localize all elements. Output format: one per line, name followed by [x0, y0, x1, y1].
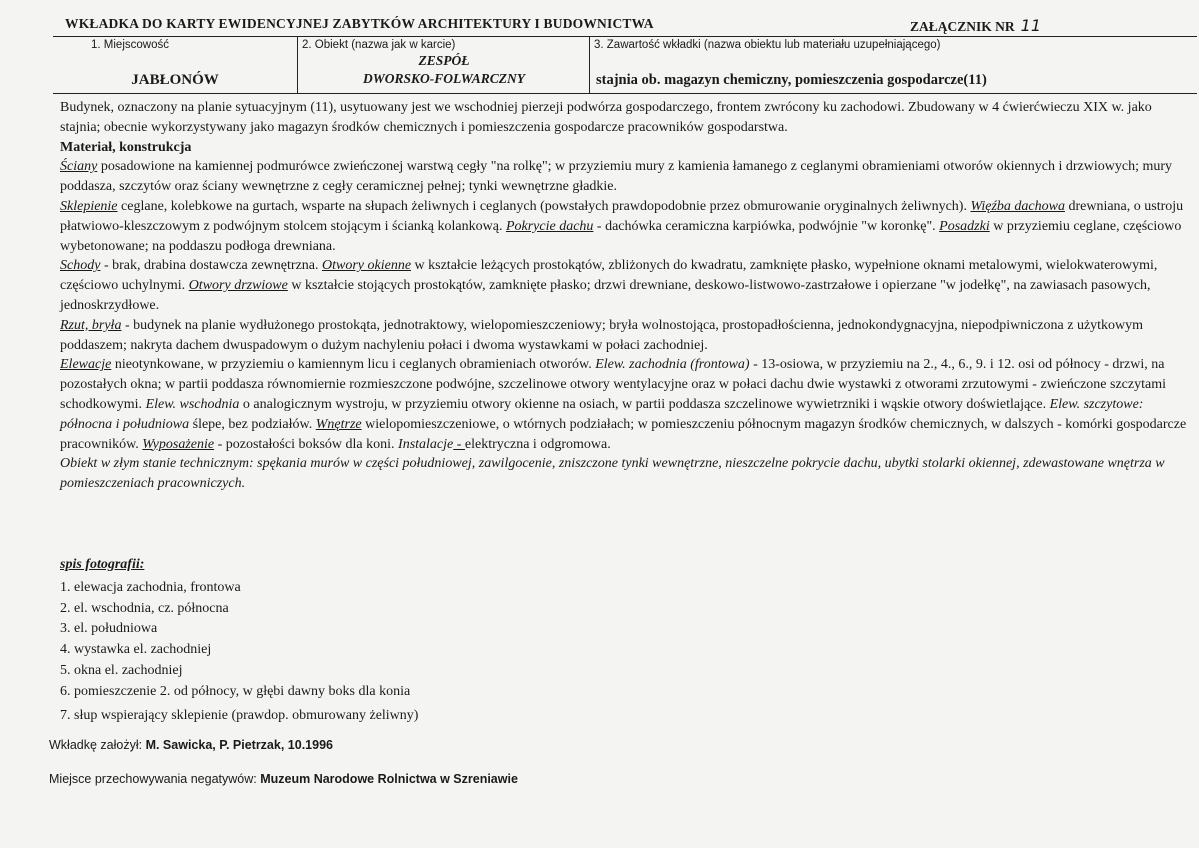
equipment-term: Wyposażenie	[142, 436, 215, 452]
storage-value: Muzeum Narodowe Rolnictwa w Szreniawie	[260, 772, 518, 786]
plan-term: Rzut, bryła	[60, 317, 122, 333]
floor-term: Posadzki	[939, 218, 990, 234]
description	[60, 98, 1190, 494]
openings-paragraph: Schody - brak, drabina dostawcza zewnętrzna. Otwory okienne w kształcie leżących prostokątów, zbliżonych do kwadratu, zamknięte płasko, wypełnione oknami metalowymi, wielokwaterowymi, częściowo uchylnymi. Otwory drzwiowe w kształcie stojących prostokątów, zamknięte płasko; drzwi drewniane, deskowo-listwowo-zastrzałowe i opierzane "w jodełkę", na zawiasach pasowych, jednoskrzydłowe.	[60, 258, 1158, 313]
windows-term: Otwory okienne	[322, 258, 412, 274]
place-label: 1. Miejscowość	[91, 39, 169, 51]
cover-term: Pokrycie dachu	[505, 218, 594, 234]
stairs-term: Schody	[60, 258, 101, 274]
material-heading: Materiał, konstrukcja	[60, 139, 192, 155]
storage-line	[49, 772, 518, 786]
interior-term: Wnętrze	[315, 416, 362, 432]
content-label: 3. Zawartość wkładki (nazwa obiektu lub materiału uzupełniającego)	[594, 39, 941, 51]
roof-term: Więźba dachowa	[970, 198, 1065, 214]
elevations-term: Elewacje	[60, 357, 112, 373]
list-item: 6. pomieszczenie 2. od północy, w głębi dawny boks dla konia	[60, 683, 411, 699]
list-item: 2. el. wschodnia, cz. północna	[60, 600, 229, 616]
doors-term: Otwory drzwiowe	[188, 278, 288, 294]
list-item: 1. elewacja zachodnia, frontowa	[60, 580, 241, 595]
list-item: 4. wystawka el. zachodniej	[60, 642, 212, 658]
elevations-paragraph: Elewacje nieotynkowane, w przyziemiu o kamiennym licu i ceglanych obramieniach otworów. Elew. zachodnia (frontowa) - 13-osiowa, w przyziemiu na 2., 4., 6., 9. i 12. osi od północy - drzwi, na pozostałych okna; w partii poddasza równomiernie rozmieszczone podwójne, szczelinowe otwory wentylacyjne oraz w połaci dachu dwie wystawki z otworami zrzutowymi - zwieńczone szczytami schodkowymi. Elew. wschodnia o analogicznym wystroju, w przyziemiu otwory okienne na osiach, w partii poddasza szczelinowe wywietrzniki i wąskie otwory doświetlające. Elew. szczytowe: północna i południowa ślepe, bez podziałów. Wnętrze wielopomieszczeniowe, o wtórnych podziałach; w pomieszczeniu północnym magazyn środków chemicznych, w dalszych - komórki gospodarcze pracowników. Wyposażenie - pozostałości boksów dla koni. Instalacje - elektryczna i odgromowa.	[60, 357, 1187, 452]
card-header	[53, 12, 1193, 38]
place-cell	[53, 37, 297, 93]
object-cell	[297, 37, 590, 93]
storage-label: Miejsce przechowywania negatywów:	[49, 772, 257, 786]
plan-paragraph: Rzut, bryła - budynek na planie wydłużonego prostokąta, jednotraktowy, wielopomieszczeniowy; bryła wolnostojąca, prostopadłościenna, jednokondygnacyjna, niepodpiwniczona z użytkowym poddaszem; nakryta dachem dwuspadowym o dużym nachyleniu połaci i dwoma wystawkami w połaci zachodniej.	[60, 317, 1144, 353]
photo-list	[60, 557, 418, 727]
list-item: 3. el. południowa	[60, 621, 158, 637]
intro-paragraph: Budynek, oznaczony na planie sytuacyjnym (11), usytuowany jest we wschodniej pierzeji podwórza gospodarczego, frontem zwrócony ku zachodowi. Zbudowany w 4 ćwierćwieczu XIX w. jako stajnia; obecnie wykorzystywany jako magazyn środków chemicznych i pomieszczenia gospodarcze pracowników gospodarstwa.	[60, 100, 1152, 135]
gable-elevation-term: Elew. szczytowe: północna i południowa	[60, 396, 1144, 432]
card-title: WKŁADKA DO KARTY EWIDENCYJNEJ ZABYTKÓW ARCHITEKTURY I BUDOWNICTWA	[65, 16, 654, 31]
content-cell	[589, 37, 1198, 93]
content-value: stajnia ob. magazyn chemiczny, pomieszczenia gospodarcze(11)	[596, 72, 987, 88]
installations-term: Instalacje	[398, 436, 454, 452]
annex-label: ZAŁĄCZNIK NR 11	[910, 16, 1041, 35]
object-value: ZESPÓŁ DWORSKO-FOLWARCZNY	[362, 53, 526, 86]
walls-term: Ściany	[60, 159, 98, 175]
metadata-fields	[53, 36, 1197, 94]
list-item: 5. okna el. zachodniej	[60, 662, 183, 678]
object-label: 2. Obiekt (nazwa jak w karcie)	[302, 39, 456, 51]
condition-paragraph: Obiekt w złym stanie technicznym: spękania murów w części południowej, zawilgocenie, zniszczone tynki wewnętrzne, nieszczelne pokrycie dachu, ubytki stolarki okiennej, zdewastowane wnętrza w pomieszczeniach pracowniczych.	[60, 456, 1165, 492]
walls-vault-paragraph: Ściany posadowione na kamiennej podmurówce zwieńczonej warstwą cegły "na rolkę"; w przyziemiu mury z kamienia łamanego z ceglanymi obramieniami otworów okiennych i drzwiowych; mury poddasza, szczytów oraz ściany wewnętrzne z cegły ceramicznej pełnej; tynki wewnętrzne gładkie.	[60, 159, 1173, 195]
author-line	[49, 738, 333, 752]
author-value: M. Sawicka, P. Pietrzak, 10.1996	[145, 738, 333, 752]
place-value: JABŁONÓW	[131, 72, 219, 88]
photo-list-heading: spis fotografii:	[60, 557, 145, 572]
vault-term: Sklepienie	[60, 198, 118, 214]
annex-number: 11	[1020, 16, 1041, 35]
author-label: Wkładkę założył:	[49, 738, 143, 752]
construction-paragraph: Sklepienie ceglane, kolebkowe na gurtach, wsparte na słupach żeliwnych i ceglanych (powstałych prawdopodobnie przez obmurowanie oryginalnych żeliwnych). Więźba dachowa drewniana, o ustroju płatwiowo-kleszczowym z podwójnym stolcem stojącym i ścianką kolankową. Pokrycie dachu - dachówka ceramiczna karpiówka, podwójnie "w koronkę". Posadzki w przyziemiu ceglane, częściowo wybetonowane; na poddaszu podłoga drewniana.	[60, 198, 1184, 254]
list-item: 7. słup wspierający sklepienie (prawdop. obmurowany żeliwny)	[60, 708, 419, 724]
west-elevation-term: Elew. zachodnia (frontowa)	[595, 357, 750, 373]
east-elevation-term: Elew. wschodnia	[145, 396, 240, 412]
